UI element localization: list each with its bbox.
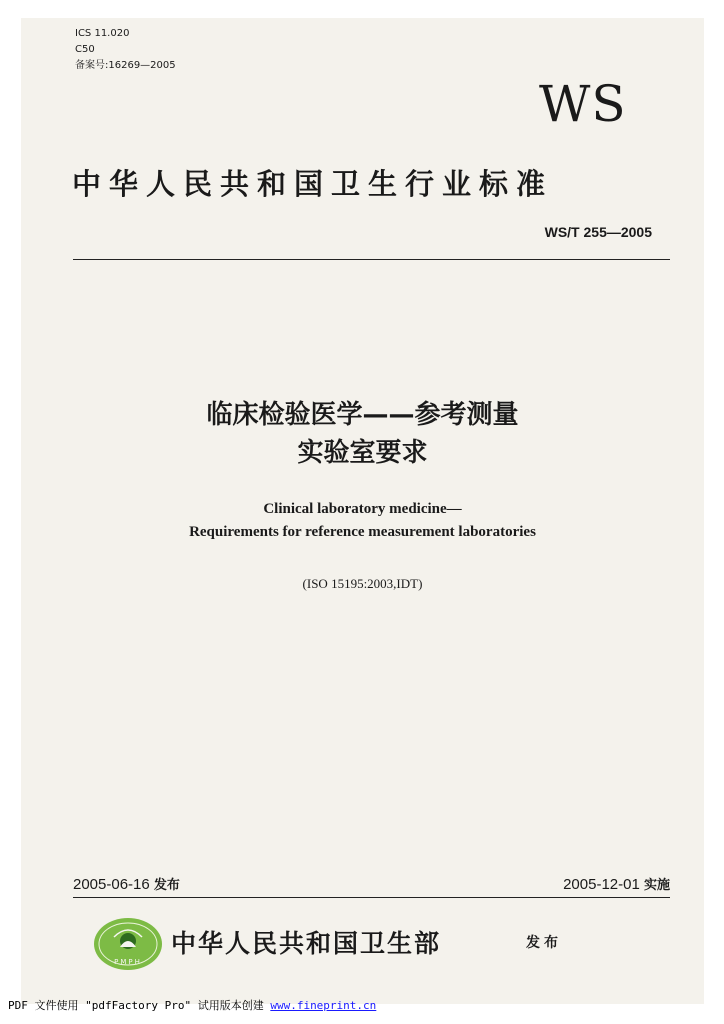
ws-mark: WS [539, 75, 627, 133]
issued-date-value: 2005-06-16 [73, 876, 150, 893]
ics-code: ICS 11.020 [75, 28, 130, 39]
footer-link[interactable]: www.fineprint.cn [270, 999, 377, 1012]
title-zh-line2: 实验室要求 [297, 438, 428, 468]
effective-date [563, 874, 670, 893]
footer-divider [73, 897, 670, 898]
category-code: C50 [75, 44, 95, 55]
title-en-line1: Clinical laboratory medicine— [263, 501, 462, 517]
iso-reference: (ISO 15195:2003,IDT) [302, 576, 423, 591]
effective-label: 实施 [643, 878, 670, 893]
effective-date-value: 2005-12-01 [563, 876, 640, 893]
title-en-line2: Requirements for reference measurement laboratories [189, 524, 536, 540]
record-number: 备案号:16269—2005 [75, 60, 176, 71]
title-zh-line1: 临床检验医学——参考测量 [206, 400, 519, 430]
standard-type-title: 中华人民共和国卫生行业标准 [72, 167, 554, 201]
footer-text: PDF 文件使用 "pdfFactory Pro" 试用版本创建 [8, 999, 271, 1012]
issued-label: 发布 [153, 878, 180, 893]
ministry-logo-icon [93, 917, 163, 971]
pdf-footer [8, 997, 376, 1013]
issuer-action: 发布 [526, 935, 562, 951]
header-divider [73, 259, 670, 260]
issuer-name: 中华人民共和国卫生部 [171, 929, 442, 958]
issued-date [73, 874, 180, 893]
document-page [21, 18, 704, 1004]
logo-text: PMPH [114, 958, 142, 966]
standard-code: WS/T 255—2005 [544, 224, 652, 240]
